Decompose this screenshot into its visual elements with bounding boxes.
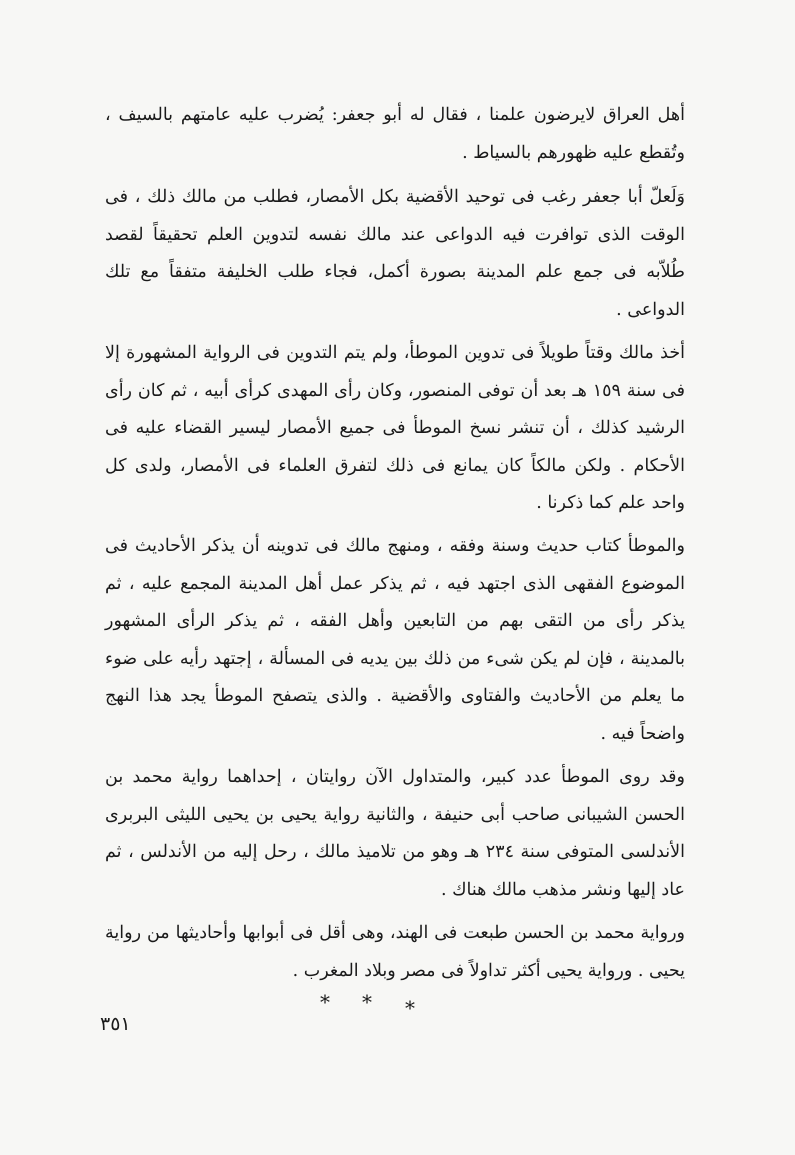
- paragraph-6: ورواية محمد بن الحسن طبعت فى الهند، وهى أقل فى أبوابها وأحاديثها من رواية يحيى . ورواية يحيى أكثر تداولاً فى مصر وبلاد المغرب .: [105, 923, 685, 981]
- paragraph-3: أخذ مالك وقتاً طويلاً فى تدوين الموطأ، ولم يتم التدوين فى الرواية المشهورة إلا فى سنة ١٥٩ هـ بعد أن توفى المنصور، وكان رأى المهدى كرأى أبيه ، ثم كان رأى الرشيد كذلك ، أن تنشر نسخ الموطأ فى جميع الأمصار ليسير القضاء عليه فى الأحكام . ولكن مالكاً كان يمانع فى ذلك لتفرق العلماء فى الأمصار، ولدى كل واحد علم كما ذكرنا .: [105, 343, 686, 513]
- paragraph-5: وقد روى الموطأ عدد كبير، والمتداول الآن روايتان ، إحداهما رواية محمد بن الحسن الشيبانى صاحب أبى حنيفة ، والثانية رواية يحيى بن يحيى الليثى البربرى الأندلسى المتوفى سنة ٢٣٤ هـ وهو من تلاميذ مالك ، رحل إليه من الأندلس ، ثم عاد إليها ونشر مذهب مالك هناك .: [105, 767, 685, 900]
- asterisk-icon: *: [362, 990, 372, 1014]
- paragraph-1: أهل العراق لايرضون علمنا ، فقال له أبو جعفر: يُضرب عليه عامتهم بالسيف ، وتُقطع عليه ظهورهم بالسياط .: [105, 105, 685, 163]
- paragraph-2: وَلَعلّ أبا جعفر رغب فى توحيد الأقضية بكل الأمصار، فطلب من مالك ذلك ، فى الوقت الذى توافرت فيه الدواعى عند مالك نفسه لتدوين العلم تحقيقاً لقصد طُلاّبه فى جمع علم المدينة بصورة أكمل، فجاء طلب الخليفة متفقاً مع تلك الدواعى .: [105, 187, 685, 320]
- asterisk-icon: *: [320, 990, 330, 1014]
- asterisk-icon: *: [405, 996, 415, 1020]
- section-divider-ornament: [310, 990, 430, 1020]
- paragraph-4: والموطأ كتاب حديث وسنة وفقه ، ومنهج مالك فى تدوينه أن يذكر الأحاديث فى الموضوع الفقهى الذى اجتهد فيه ، ثم يذكر عمل أهل المدينة المجمع عليه ، ثم يذكر رأى من التقى بهم من التابعين وأهل الفقه ، ثم يذكر الرأى المشهور بالمدينة ، فإن لم يكن شىء من ذلك بين يديه فى المسألة ، إجتهد رأيه على ضوء ما يعلم من الأحاديث والفتاوى والأقضية . والذى يتصفح الموطأ يجد هذا النهج واضحاً فيه .: [105, 536, 685, 744]
- page-number: ٣٥١: [100, 1013, 131, 1035]
